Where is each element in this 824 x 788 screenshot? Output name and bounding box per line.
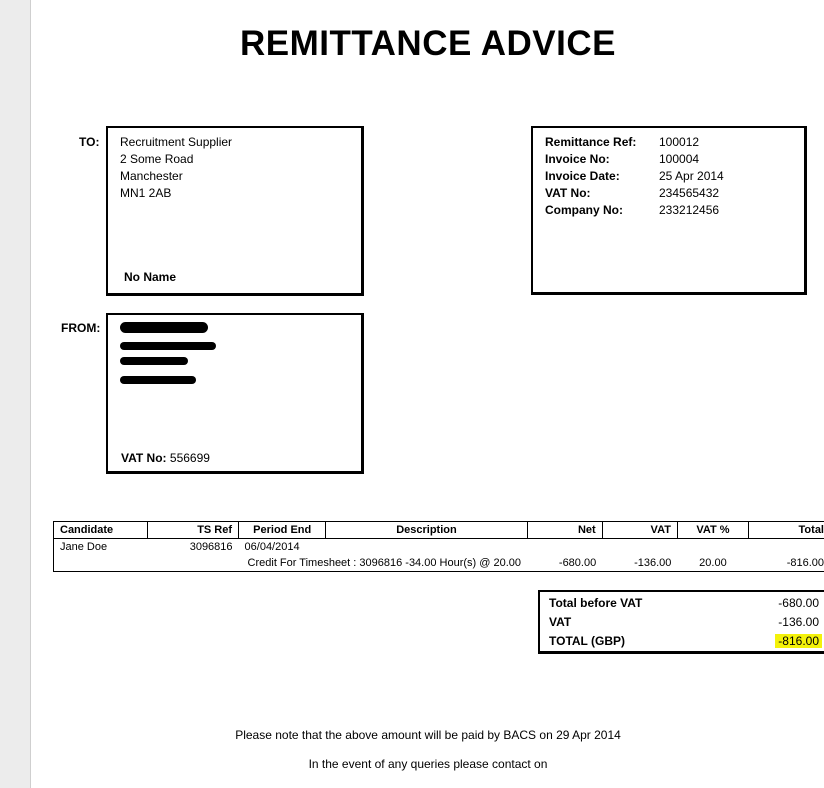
redaction-mark xyxy=(120,376,196,384)
vat-total-value: -136.00 xyxy=(778,615,819,629)
vat-total-label: VAT xyxy=(549,615,572,629)
remittance-details-box xyxy=(531,126,807,295)
grand-total-value: -816.00 xyxy=(775,634,822,648)
table-header-row xyxy=(54,522,824,539)
column-header: TS Ref xyxy=(148,522,239,539)
invoice-date-label: Invoice Date: xyxy=(545,169,620,183)
from-vat-value: 556699 xyxy=(169,451,210,465)
grand-total-label: TOTAL (GBP) xyxy=(549,634,625,648)
total-before-vat-label: Total before VAT xyxy=(549,596,643,610)
column-header: Description xyxy=(326,522,527,539)
vat-percent-cell: 20.00 xyxy=(699,557,727,569)
ts-ref-cell: 3096816 xyxy=(189,541,233,553)
company-no-label: Company No: xyxy=(545,203,623,217)
total-before-vat-row xyxy=(549,596,822,614)
totals-box xyxy=(538,590,824,654)
table-row xyxy=(54,539,824,556)
vat-no-value: 234565432 xyxy=(659,186,720,200)
to-address-line: Recruitment Supplier xyxy=(120,135,233,149)
column-header: VAT xyxy=(602,522,677,539)
from-label: FROM: xyxy=(61,321,101,335)
to-label: TO: xyxy=(79,135,100,149)
document-title: REMITTANCE ADVICE xyxy=(240,24,616,63)
to-contact-name: No Name xyxy=(124,270,177,284)
to-address-line: Manchester xyxy=(120,169,183,183)
from-vat-line xyxy=(121,451,210,465)
redaction-mark xyxy=(120,342,216,350)
from-address-box xyxy=(106,313,364,474)
column-header: Period End xyxy=(239,522,326,539)
payment-note: Please note that the above amount will be paid by BACS on 29 Apr 2014 xyxy=(235,728,621,742)
column-header: Net xyxy=(527,522,602,539)
grand-total-row xyxy=(549,634,822,652)
remittance-ref-label: Remittance Ref: xyxy=(545,135,637,149)
to-address-line: 2 Some Road xyxy=(120,152,194,166)
column-header: Candidate xyxy=(54,522,148,539)
to-address-line: MN1 2AB xyxy=(120,186,172,200)
table-row xyxy=(54,555,824,572)
from-vat-label: VAT No: xyxy=(121,451,167,465)
column-header: VAT % xyxy=(677,522,748,539)
total-before-vat-value: -680.00 xyxy=(778,596,819,610)
description-cell: Credit For Timesheet : 3096816 -34.00 Hour(s) @ 20.00 xyxy=(247,557,522,569)
invoice-date-value: 25 Apr 2014 xyxy=(659,169,724,183)
vat-total-row xyxy=(549,615,822,633)
invoice-no-value: 100004 xyxy=(659,152,700,166)
invoice-no-label: Invoice No: xyxy=(545,152,610,166)
redaction-mark xyxy=(120,322,208,333)
candidate-cell: Jane Doe xyxy=(60,541,108,553)
total-cell: -816.00 xyxy=(786,557,824,569)
redaction-mark xyxy=(120,357,188,365)
document-page xyxy=(30,0,824,788)
line-items-table xyxy=(53,521,824,572)
vat-cell: -136.00 xyxy=(634,557,672,569)
vat-no-label: VAT No: xyxy=(545,186,591,200)
net-cell: -680.00 xyxy=(558,557,597,569)
contact-note: In the event of any queries please contact on xyxy=(308,757,548,771)
column-header: Total xyxy=(748,522,824,539)
remittance-ref-value: 100012 xyxy=(659,135,700,149)
company-no-value: 233212456 xyxy=(659,203,720,217)
period-end-cell: 06/04/2014 xyxy=(244,541,300,553)
to-address-box xyxy=(106,126,364,296)
